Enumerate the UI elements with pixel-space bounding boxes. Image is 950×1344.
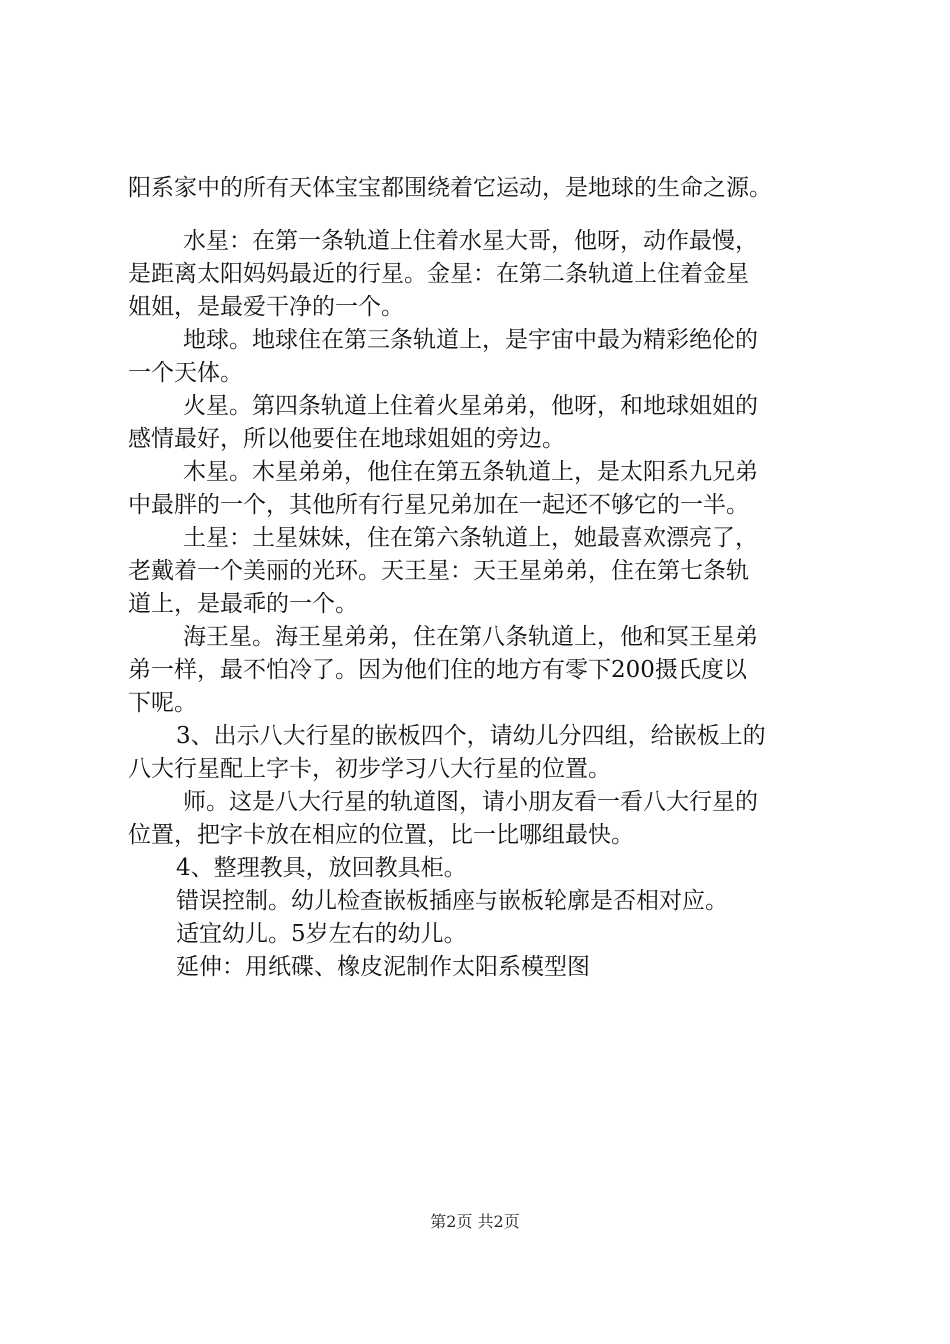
text-line: 火星。第四条轨道上住着火星弟弟，他呀，和地球姐姐的 xyxy=(183,393,758,419)
paragraph-earth xyxy=(128,324,848,390)
paragraph-step-4 xyxy=(128,852,848,885)
text-line: 感情最好，所以他要住在地球姐姐的旁边。 xyxy=(128,426,565,452)
text-line: 4、整理教具，放回教具柜。 xyxy=(176,855,467,881)
text-line: 延伸：用纸碟、橡皮泥制作太阳系模型图 xyxy=(176,954,590,980)
document-body xyxy=(128,172,848,984)
text-line: 是距离太阳妈妈最近的行星。金星：在第二条轨道上住着金星 xyxy=(128,261,749,287)
paragraph-saturn-uranus xyxy=(128,522,848,621)
text-line: 姐姐，是最爱干净的一个。 xyxy=(128,294,404,320)
page-number: 第2页 共2页 xyxy=(430,1212,520,1231)
text-line: 弟一样，最不怕冷了。因为他们住的地方有零下200摄氏度以 xyxy=(128,657,747,683)
paragraph-mars xyxy=(128,390,848,456)
text-line: 中最胖的一个，其他所有行星兄弟加在一起还不够它的一半。 xyxy=(128,492,749,518)
paragraph-step-3 xyxy=(128,720,848,786)
text-line: 适宜幼儿。5岁左右的幼儿。 xyxy=(176,921,467,947)
paragraph-sun-continued xyxy=(128,172,848,205)
text-line: 海王星。海王星弟弟，住在第八条轨道上，他和冥王星弟 xyxy=(183,624,758,650)
text-line: 位置，把字卡放在相应的位置，比一比哪组最快。 xyxy=(128,822,634,848)
text-line: 八大行星配上字卡，初步学习八大行星的位置。 xyxy=(128,756,611,782)
paragraph-mercury-venus xyxy=(128,225,848,324)
text-line: 老戴着一个美丽的光环。天王星：天王星弟弟，住在第七条轨 xyxy=(128,558,749,584)
text-line: 错误控制。幼儿检查嵌板插座与嵌板轮廓是否相对应。 xyxy=(176,888,728,914)
paragraph-error-control xyxy=(128,885,848,918)
text-line: 阳系家中的所有天体宝宝都围绕着它运动，是地球的生命之源。 xyxy=(128,175,772,201)
text-line: 下呢。 xyxy=(128,690,197,716)
paragraph-neptune xyxy=(128,621,848,720)
text-line: 师。这是八大行星的轨道图，请小朋友看一看八大行星的 xyxy=(183,789,758,815)
text-line: 水星：在第一条轨道上住着水星大哥，他呀，动作最慢， xyxy=(183,228,758,254)
paragraph-gap xyxy=(128,205,848,225)
text-line: 地球。地球住在第三条轨道上，是宇宙中最为精彩绝伦的 xyxy=(183,327,758,353)
text-line: 道上，是最乖的一个。 xyxy=(128,591,358,617)
text-line: 木星。木星弟弟，他住在第五条轨道上，是太阳系九兄弟 xyxy=(183,459,758,485)
paragraph-teacher xyxy=(128,786,848,852)
text-line: 一个天体。 xyxy=(128,360,243,386)
text-line: 3、出示八大行星的嵌板四个，请幼儿分四组，给嵌板上的 xyxy=(176,723,766,749)
text-line: 土星：土星妹妹，住在第六条轨道上，她最喜欢漂亮了， xyxy=(183,525,758,551)
page-footer xyxy=(0,1212,950,1232)
paragraph-jupiter xyxy=(128,456,848,522)
paragraph-extension xyxy=(128,951,848,984)
paragraph-age xyxy=(128,918,848,951)
